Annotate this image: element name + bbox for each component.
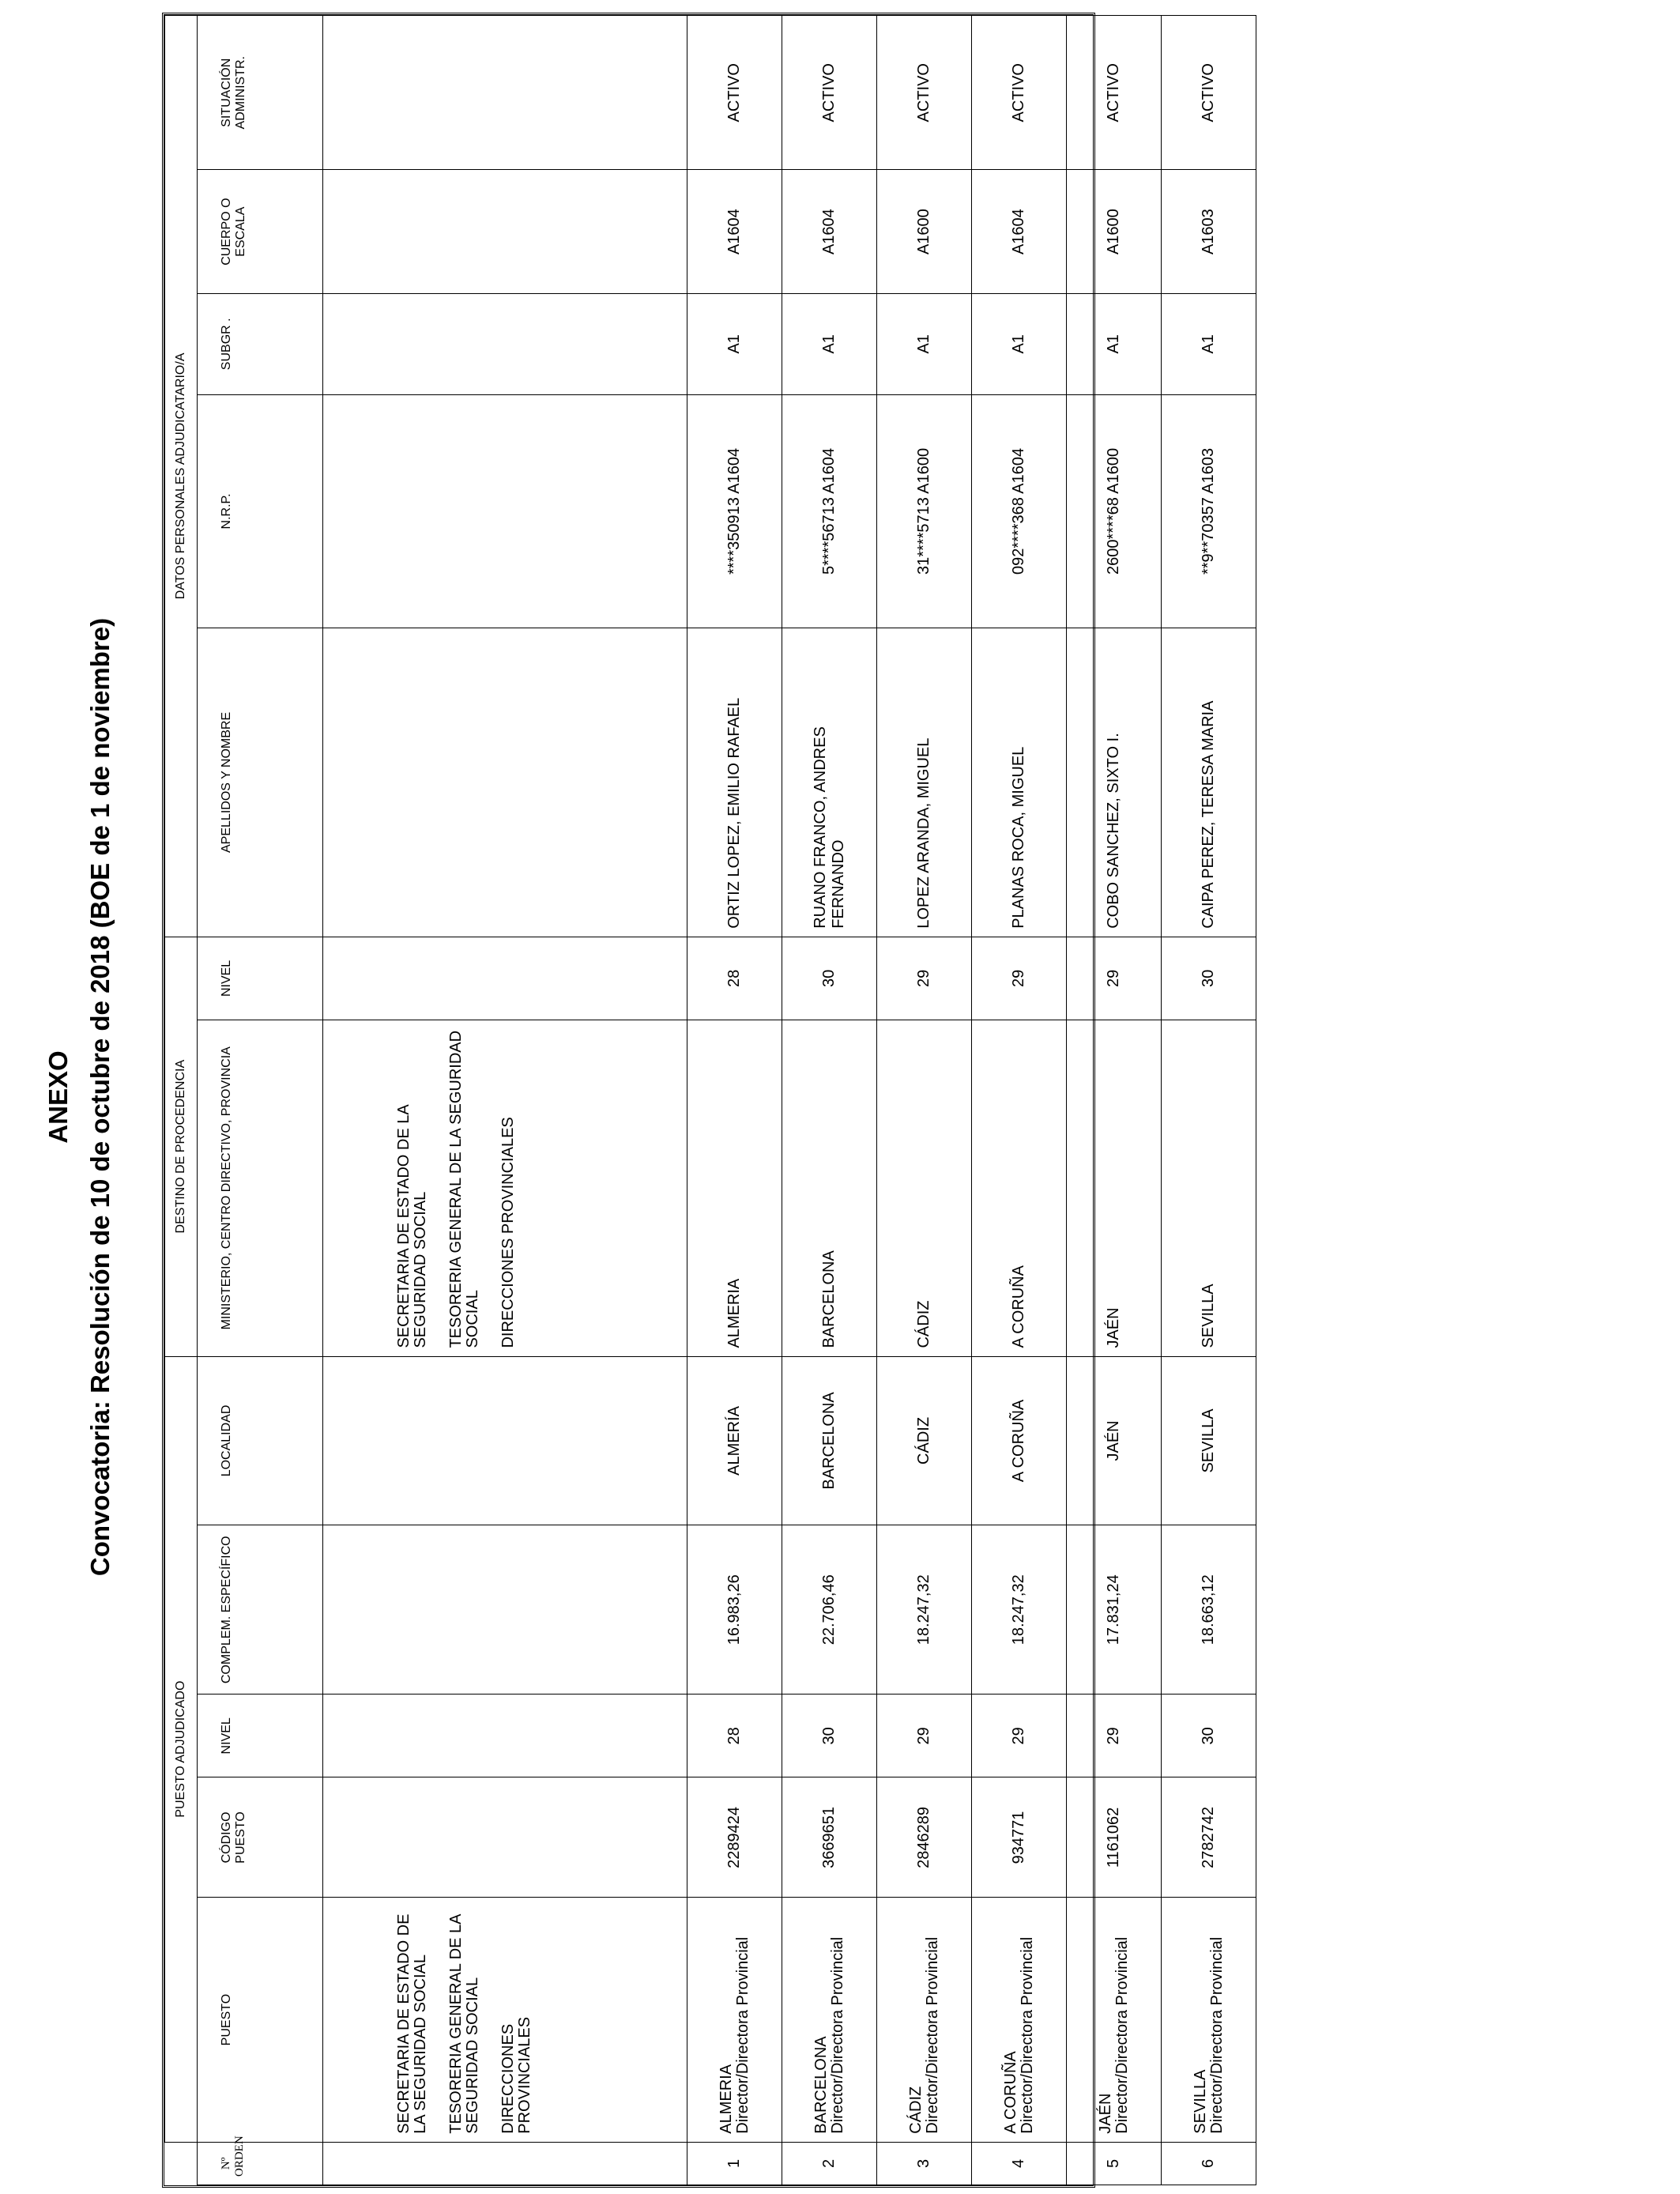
cell-provincia: CÁDIZ: [906, 2086, 925, 2134]
cell-ministerio: SEVILLA: [1162, 1020, 1256, 1356]
cell-situacion: ACTIVO: [687, 16, 782, 170]
cell-nivel: 30: [1162, 1695, 1256, 1777]
cell-puesto-title: Director/Directora Provincial: [1018, 1936, 1036, 2134]
header-codigo: CÓDIGO PUESTO: [198, 1777, 323, 1898]
header-nrp: N.R.P.: [198, 394, 323, 628]
header-nivel-destino: NIVEL: [198, 937, 323, 1020]
cell-subgr: A1: [687, 293, 782, 394]
cell-nrp: 092****368 A1604: [972, 394, 1067, 628]
cell-situacion: ACTIVO: [1162, 16, 1256, 170]
cell-localidad: SEVILLA: [1162, 1356, 1256, 1525]
cell-nrp: **9**70357 A1603: [1162, 394, 1256, 628]
cell-cuerpo: A1604: [687, 170, 782, 293]
cell-codigo: 1161062: [1067, 1777, 1162, 1898]
cell-complem: 18.663,12: [1162, 1525, 1256, 1695]
cell-apellidos: LOPEZ ARANDA, MIGUEL: [877, 628, 972, 937]
header-apellidos: APELLIDOS Y NOMBRE: [198, 628, 323, 937]
cell-cuerpo: A1600: [877, 170, 972, 293]
group-puesto-adjudicado: PUESTO ADJUDICADO: [165, 1356, 198, 2142]
table-row: [1067, 16, 1162, 2185]
cell-localidad: BARCELONA: [782, 1356, 877, 1525]
cell-puesto: [1162, 1898, 1256, 2142]
header-situacion: SITUACIÓN ADMINISTR.: [198, 16, 323, 170]
cell-cuerpo: A1600: [1067, 170, 1162, 293]
cell-nivel-destino: 30: [1162, 937, 1256, 1020]
cell-provincia: SEVILLA: [1191, 2069, 1209, 2134]
intro-puesto: [323, 1898, 687, 2142]
cell-situacion: ACTIVO: [877, 16, 972, 170]
header-localidad: LOCALIDAD: [198, 1356, 323, 1525]
group-header-row: [165, 16, 198, 2185]
cell-situacion: ACTIVO: [1067, 16, 1162, 170]
cell-puesto-title: Director/Directora Provincial: [923, 1936, 941, 2134]
cell-provincia: BARCELONA: [812, 2036, 830, 2134]
cell-nivel: 29: [1067, 1695, 1162, 1777]
cell-orden: 3: [877, 2142, 972, 2185]
cell-orden: 5: [1067, 2142, 1162, 2185]
table-row: [972, 16, 1067, 2185]
header-puesto: PUESTO: [198, 1898, 323, 2142]
header-ministerio: MINISTERIO, CENTRO DIRECTIVO, PROVINCIA: [198, 1020, 323, 1356]
header-orden: Nº ORDEN: [198, 2142, 323, 2185]
table-row: [782, 16, 877, 2185]
cell-complem: 16.983,26: [687, 1525, 782, 1695]
cell-nivel: 29: [972, 1695, 1067, 1777]
intro-destino: [323, 1020, 687, 1356]
cell-cuerpo: A1604: [782, 170, 877, 293]
cell-provincia: A CORUÑA: [1001, 2051, 1019, 2134]
cell-subgr: A1: [877, 293, 972, 394]
cell-ministerio: CÁDIZ: [877, 1020, 972, 1356]
cell-provincia: JAÉN: [1096, 2093, 1114, 2134]
cell-ministerio: ALMERIA: [687, 1020, 782, 1356]
cell-puesto: [1067, 1898, 1162, 2142]
cell-apellidos: CAIPA PEREZ, TERESA MARIA: [1162, 628, 1256, 937]
column-header-row: [198, 16, 323, 2185]
cell-nivel-destino: 29: [877, 937, 972, 1020]
cell-orden: 6: [1162, 2142, 1256, 2185]
cell-ministerio: JAÉN: [1067, 1020, 1162, 1356]
cell-subgr: A1: [1162, 293, 1256, 394]
cell-ministerio: BARCELONA: [782, 1020, 877, 1356]
cell-nrp: 5****56713 A1604: [782, 394, 877, 628]
cell-codigo: 2846289: [877, 1777, 972, 1898]
table-row: [877, 16, 972, 2185]
cell-localidad: A CORUÑA: [972, 1356, 1067, 1525]
cell-puesto-title: Director/Directora Provincial: [828, 1936, 846, 2134]
annex-table: [162, 13, 1226, 2188]
cell-orden: 2: [782, 2142, 877, 2185]
document-subtitle: Convocatoria: Resolución de 10 de octubre de 2018 (BOE de 1 de noviembre): [85, 617, 115, 1577]
cell-nivel-destino: 29: [972, 937, 1067, 1020]
header-subgr: SUBGR .: [198, 293, 323, 394]
document-title: ANEXO: [43, 1050, 73, 1144]
cell-subgr: A1: [782, 293, 877, 394]
intro-row: [323, 16, 687, 2185]
cell-nrp: 31****5713 A1600: [877, 394, 972, 628]
group-datos-personales: DATOS PERSONALES ADJUDICATARIO/A: [165, 16, 198, 937]
intro-puesto-line: SECRETARIA DE ESTADO DE LA SEGURIDAD SOCIAL: [395, 1913, 429, 2134]
cell-nivel-destino: 28: [687, 937, 782, 1020]
cell-complem: 17.831,24: [1067, 1525, 1162, 1695]
intro-puesto-line: TESORERIA GENERAL DE LA SEGURIDAD SOCIAL: [447, 1914, 481, 2134]
cell-localidad: CÁDIZ: [877, 1356, 972, 1525]
cell-complem: 22.706,46: [782, 1525, 877, 1695]
cell-nrp: 2600****68 A1600: [1067, 394, 1162, 628]
cell-subgr: A1: [1067, 293, 1162, 394]
intro-destino-line: TESORERIA GENERAL DE LA SEGURIDAD SOCIAL: [447, 1030, 481, 1348]
cell-codigo: 3669651: [782, 1777, 877, 1898]
cell-nivel-destino: 29: [1067, 937, 1162, 1020]
cell-complem: 18.247,32: [972, 1525, 1067, 1695]
cell-subgr: A1: [972, 293, 1067, 394]
cell-ministerio: A CORUÑA: [972, 1020, 1067, 1356]
cell-provincia: ALMERIA: [717, 2064, 735, 2134]
table-row: [1162, 16, 1256, 2185]
cell-cuerpo: A1603: [1162, 170, 1256, 293]
header-complem: COMPLEM. ESPECÍFICO: [198, 1525, 323, 1695]
cell-complem: 18.247,32: [877, 1525, 972, 1695]
cell-puesto-title: Director/Directora Provincial: [1113, 1936, 1131, 2134]
cell-nivel-destino: 30: [782, 937, 877, 1020]
header-cuerpo: CUERPO O ESCALA: [198, 170, 323, 293]
cell-nrp: ****350913 A1604: [687, 394, 782, 628]
cell-orden: 4: [972, 2142, 1067, 2185]
cell-puesto: [877, 1898, 972, 2142]
cell-nivel: 29: [877, 1695, 972, 1777]
cell-localidad: JAÉN: [1067, 1356, 1162, 1525]
cell-puesto: [972, 1898, 1067, 2142]
cell-nivel: 28: [687, 1695, 782, 1777]
cell-nivel: 30: [782, 1695, 877, 1777]
cell-situacion: ACTIVO: [782, 16, 877, 170]
intro-puesto-line: DIRECCIONES PROVINCIALES: [499, 2016, 533, 2134]
intro-destino-line: DIRECCIONES PROVINCIALES: [499, 1117, 517, 1348]
cell-puesto-title: Director/Directora Provincial: [1207, 1936, 1226, 2134]
intro-destino-line: SECRETARIA DE ESTADO DE LA SEGURIDAD SOCIAL: [395, 1105, 429, 1348]
cell-codigo: 2782742: [1162, 1777, 1256, 1898]
cell-puesto: [782, 1898, 877, 2142]
cell-apellidos: ORTIZ LOPEZ, EMILIO RAFAEL: [687, 628, 782, 937]
cell-puesto-title: Director/Directora Provincial: [733, 1936, 751, 2134]
cell-puesto: [687, 1898, 782, 2142]
cell-apellidos: PLANAS ROCA, MIGUEL: [972, 628, 1067, 937]
cell-situacion: ACTIVO: [972, 16, 1067, 170]
cell-cuerpo: A1604: [972, 170, 1067, 293]
cell-codigo: 2289424: [687, 1777, 782, 1898]
group-destino-procedencia: DESTINO DE PROCEDENCIA: [165, 937, 198, 1356]
cell-apellidos: COBO SANCHEZ, SIXTO I.: [1067, 628, 1162, 937]
header-nivel: NIVEL: [198, 1695, 323, 1777]
cell-orden: 1: [687, 2142, 782, 2185]
cell-localidad: ALMERÍA: [687, 1356, 782, 1525]
table-row: [687, 16, 782, 2185]
cell-apellidos: RUANO FRANCO, ANDRES FERNANDO: [782, 628, 877, 937]
cell-codigo: 934771: [972, 1777, 1067, 1898]
